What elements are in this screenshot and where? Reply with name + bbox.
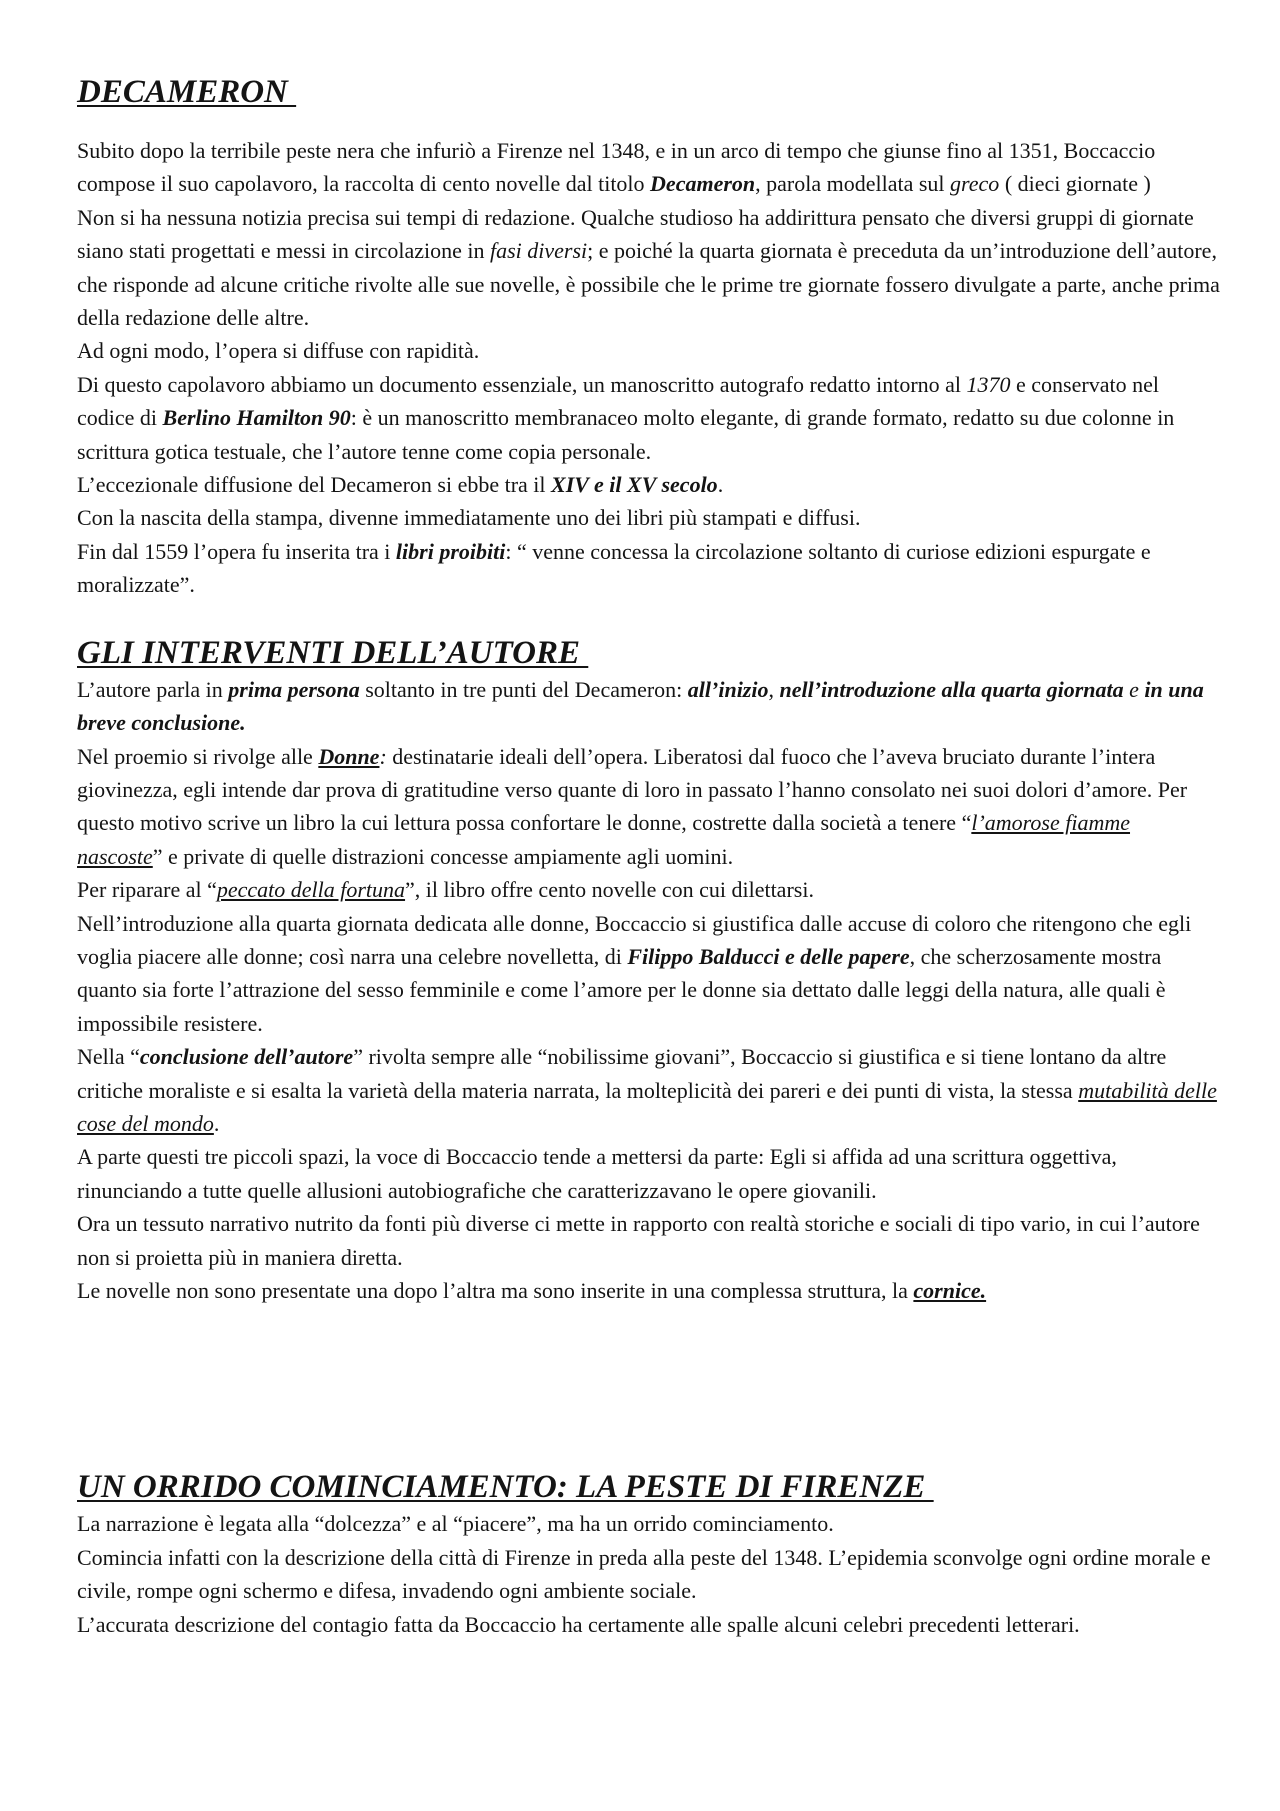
text-run: ”, il libro offre cento novelle con cui dilettarsi. — [405, 877, 814, 903]
section-body-decameron — [77, 134, 1220, 602]
text-run: peccato della fortuna — [216, 877, 406, 903]
text-run: , che scherzosamente mostra quanto sia forte l’attrazione del sesso femminile e come l’amore per le donne sia dettato dalle leggi della natura, alle quali è impossibile resistere. — [77, 943, 1166, 1036]
text-run: La narrazione è legata alla “dolcezza” e al “piacere”, ma ha un orrido cominciamento. — [77, 1511, 834, 1537]
paragraph — [77, 535, 1220, 602]
text-run: ” e private di quelle distrazioni concesse ampiamente agli uomini. — [152, 843, 734, 869]
section-body-orrido-cominciamento — [77, 1507, 1220, 1641]
text-run: Nel proemio si rivolge alle — [77, 743, 319, 769]
text-run: Per riparare al “ — [77, 877, 217, 903]
text-run: fasi diversi — [490, 238, 588, 264]
paragraph — [77, 201, 1220, 335]
text-run: conclusione dell’autore — [139, 1044, 354, 1070]
text-run: Ora un tessuto narrativo nutrito da fonti più diverse ci mette in rapporto con realtà storiche e sociali di tipo vario, in cui l’autore non si proietta più in maniera diretta. — [77, 1211, 1200, 1270]
text-run: mutabilità delle cose del mondo — [77, 1077, 1217, 1136]
text-run: L’eccezionale diffusione del Decameron si ebbe tra il — [77, 472, 552, 498]
paragraph — [77, 1507, 1220, 1540]
text-run: L’autore parla in — [77, 676, 229, 702]
text-run: . — [717, 472, 724, 498]
paragraph — [77, 368, 1220, 468]
text-run: l’amorose fiamme nascoste — [77, 810, 1131, 869]
text-run: ” rivolta sempre alle “nobilissime giovani”, Boccaccio si giustifica e si tiene lontano da altre critiche moraliste e si esalta la varietà della materia narrata, la molteplicità dei pareri e dei punti di vista, la stessa — [77, 1044, 1167, 1103]
text-run: e — [1123, 676, 1145, 702]
text-run: : è un manoscritto membranaceo molto elegante, di grande formato, redatto su due colonne in scrittura gotica testuale, che l’autore tenne come copia personale. — [77, 405, 1175, 464]
section-title-interventi-autore: GLI INTERVENTI DELL’AUTORE — [77, 634, 589, 671]
text-run: : — [379, 743, 387, 769]
text-run: e conservato nel codice di — [77, 371, 1159, 431]
text-run: Nella “ — [77, 1044, 140, 1070]
section-body-interventi-autore — [77, 673, 1220, 1308]
text-run: Berlino Hamilton 90 — [162, 405, 351, 431]
text-run: XIV e il XV secolo — [551, 472, 718, 498]
paragraph — [77, 1541, 1220, 1608]
text-run: cornice. — [913, 1278, 987, 1303]
text-run: prima persona — [228, 676, 360, 702]
text-run: Nell’introduzione alla quarta giornata dedicata alle donne, Boccaccio si giustifica dalle accuse di coloro che ritengono che egli voglia piacere alle donne; così narra una celebre novelletta, di — [77, 910, 1192, 969]
paragraph — [77, 334, 1220, 367]
text-run: : “ venne concessa la circolazione soltanto di curiose edizioni espurgate e moralizzate”. — [77, 538, 1151, 598]
paragraph — [77, 468, 1220, 501]
paragraph — [77, 1040, 1220, 1140]
text-run: Fin dal 1559 l’opera fu inserita tra i — [77, 538, 396, 564]
section-title-decameron: DECAMERON — [77, 74, 297, 110]
paragraph — [77, 907, 1220, 1041]
text-run: Ad ogni modo, l’opera si diffuse con rapidità. — [77, 338, 480, 364]
paragraph — [77, 1207, 1220, 1274]
text-run: , parola modellata sul — [755, 171, 951, 197]
paragraph — [77, 134, 1220, 201]
text-run: in una breve conclusione. — [77, 676, 1204, 736]
text-run: L’accurata descrizione del contagio fatta da Boccaccio ha certamente alle spalle alcuni celebri precedenti letterari. — [77, 1611, 1080, 1637]
text-run: Subito dopo la terribile peste nera che infuriò a Firenze nel 1348, e in un arco di tempo che giunse fino al 1351, Boccaccio compose il suo capolavoro, la raccolta di cento novelle dal titolo — [77, 138, 1156, 197]
text-run: greco — [950, 171, 1000, 197]
text-run: destinatarie ideali dell’opera. Liberatosi dal fuoco che l’aveva bruciato durante l’intera giovinezza, egli intende dar prova di gratitudine verso quante di loro in passato l’hanno consolato nei suoi dolori d’amore. Per questo motivo scrive un libro la cui lettura possa confortare le donne, costrette dalla società a tenere “ — [77, 743, 1188, 836]
paragraph — [77, 501, 1220, 534]
paragraph — [77, 1274, 1220, 1307]
text-run: ( dieci giornate ) — [999, 171, 1151, 197]
text-run: nell’introduzione alla quarta giornata — [779, 676, 1124, 702]
text-run: soltanto in tre punti del Decameron: — [359, 676, 688, 702]
paragraph — [77, 1140, 1220, 1207]
text-run: , — [768, 676, 780, 702]
text-run: ; e poiché la quarta giornata è preceduta da un’introduzione dell’autore, che risponde ad alcune critiche rivolte alle sue novelle, è possibile che le prime tre giornate fossero divulgate a parte, anche prima della redazione delle altre. — [77, 238, 1220, 331]
text-run: libri proibiti — [395, 538, 506, 564]
text-run: Decameron — [650, 171, 756, 197]
text-run: Comincia infatti con la descrizione della città di Firenze in preda alla peste del 1348. L’epidemia sconvolge ogni ordine morale e civile, rompe ogni schermo e difesa, invadendo ogni ambiente sociale. — [77, 1544, 1211, 1604]
section-title-orrido-cominciamento: UN ORRIDO COMINCIAMENTO: LA PESTE DI FIRENZE — [77, 1469, 934, 1506]
paragraph — [77, 673, 1220, 740]
text-run: all’inizio — [687, 676, 769, 702]
text-run: Di questo capolavoro abbiamo un documento essenziale, un manoscritto autografo redatto intorno al — [77, 371, 967, 397]
text-run: Con la nascita della stampa, divenne immediatamente uno dei libri più stampati e diffusi. — [77, 505, 861, 531]
text-run: Le novelle non sono presentate una dopo l’altra ma sono inserite in una complessa struttura, la — [77, 1278, 914, 1303]
text-run: Filippo Balducci e delle papere — [627, 943, 910, 969]
text-run: . — [213, 1110, 220, 1136]
text-run: A parte questi tre piccoli spazi, la voce di Boccaccio tende a mettersi da parte: Egli si affida ad una scrittura oggettiva, rinunciando a tutte quelle allusioni autobiografiche che caratterizzavano le opere giovanili. — [77, 1144, 1117, 1203]
paragraph — [77, 873, 1220, 906]
text-run: 1370 — [966, 371, 1011, 397]
text-run: Non si ha nessuna notizia precisa sui tempi di redazione. Qualche studioso ha addirittura pensato che diversi gruppi di giornate siano stati progettati e messi in circolazione in — [77, 204, 1194, 264]
text-run: Donne — [318, 743, 380, 769]
paragraph — [77, 1608, 1220, 1641]
paragraph — [77, 740, 1220, 874]
